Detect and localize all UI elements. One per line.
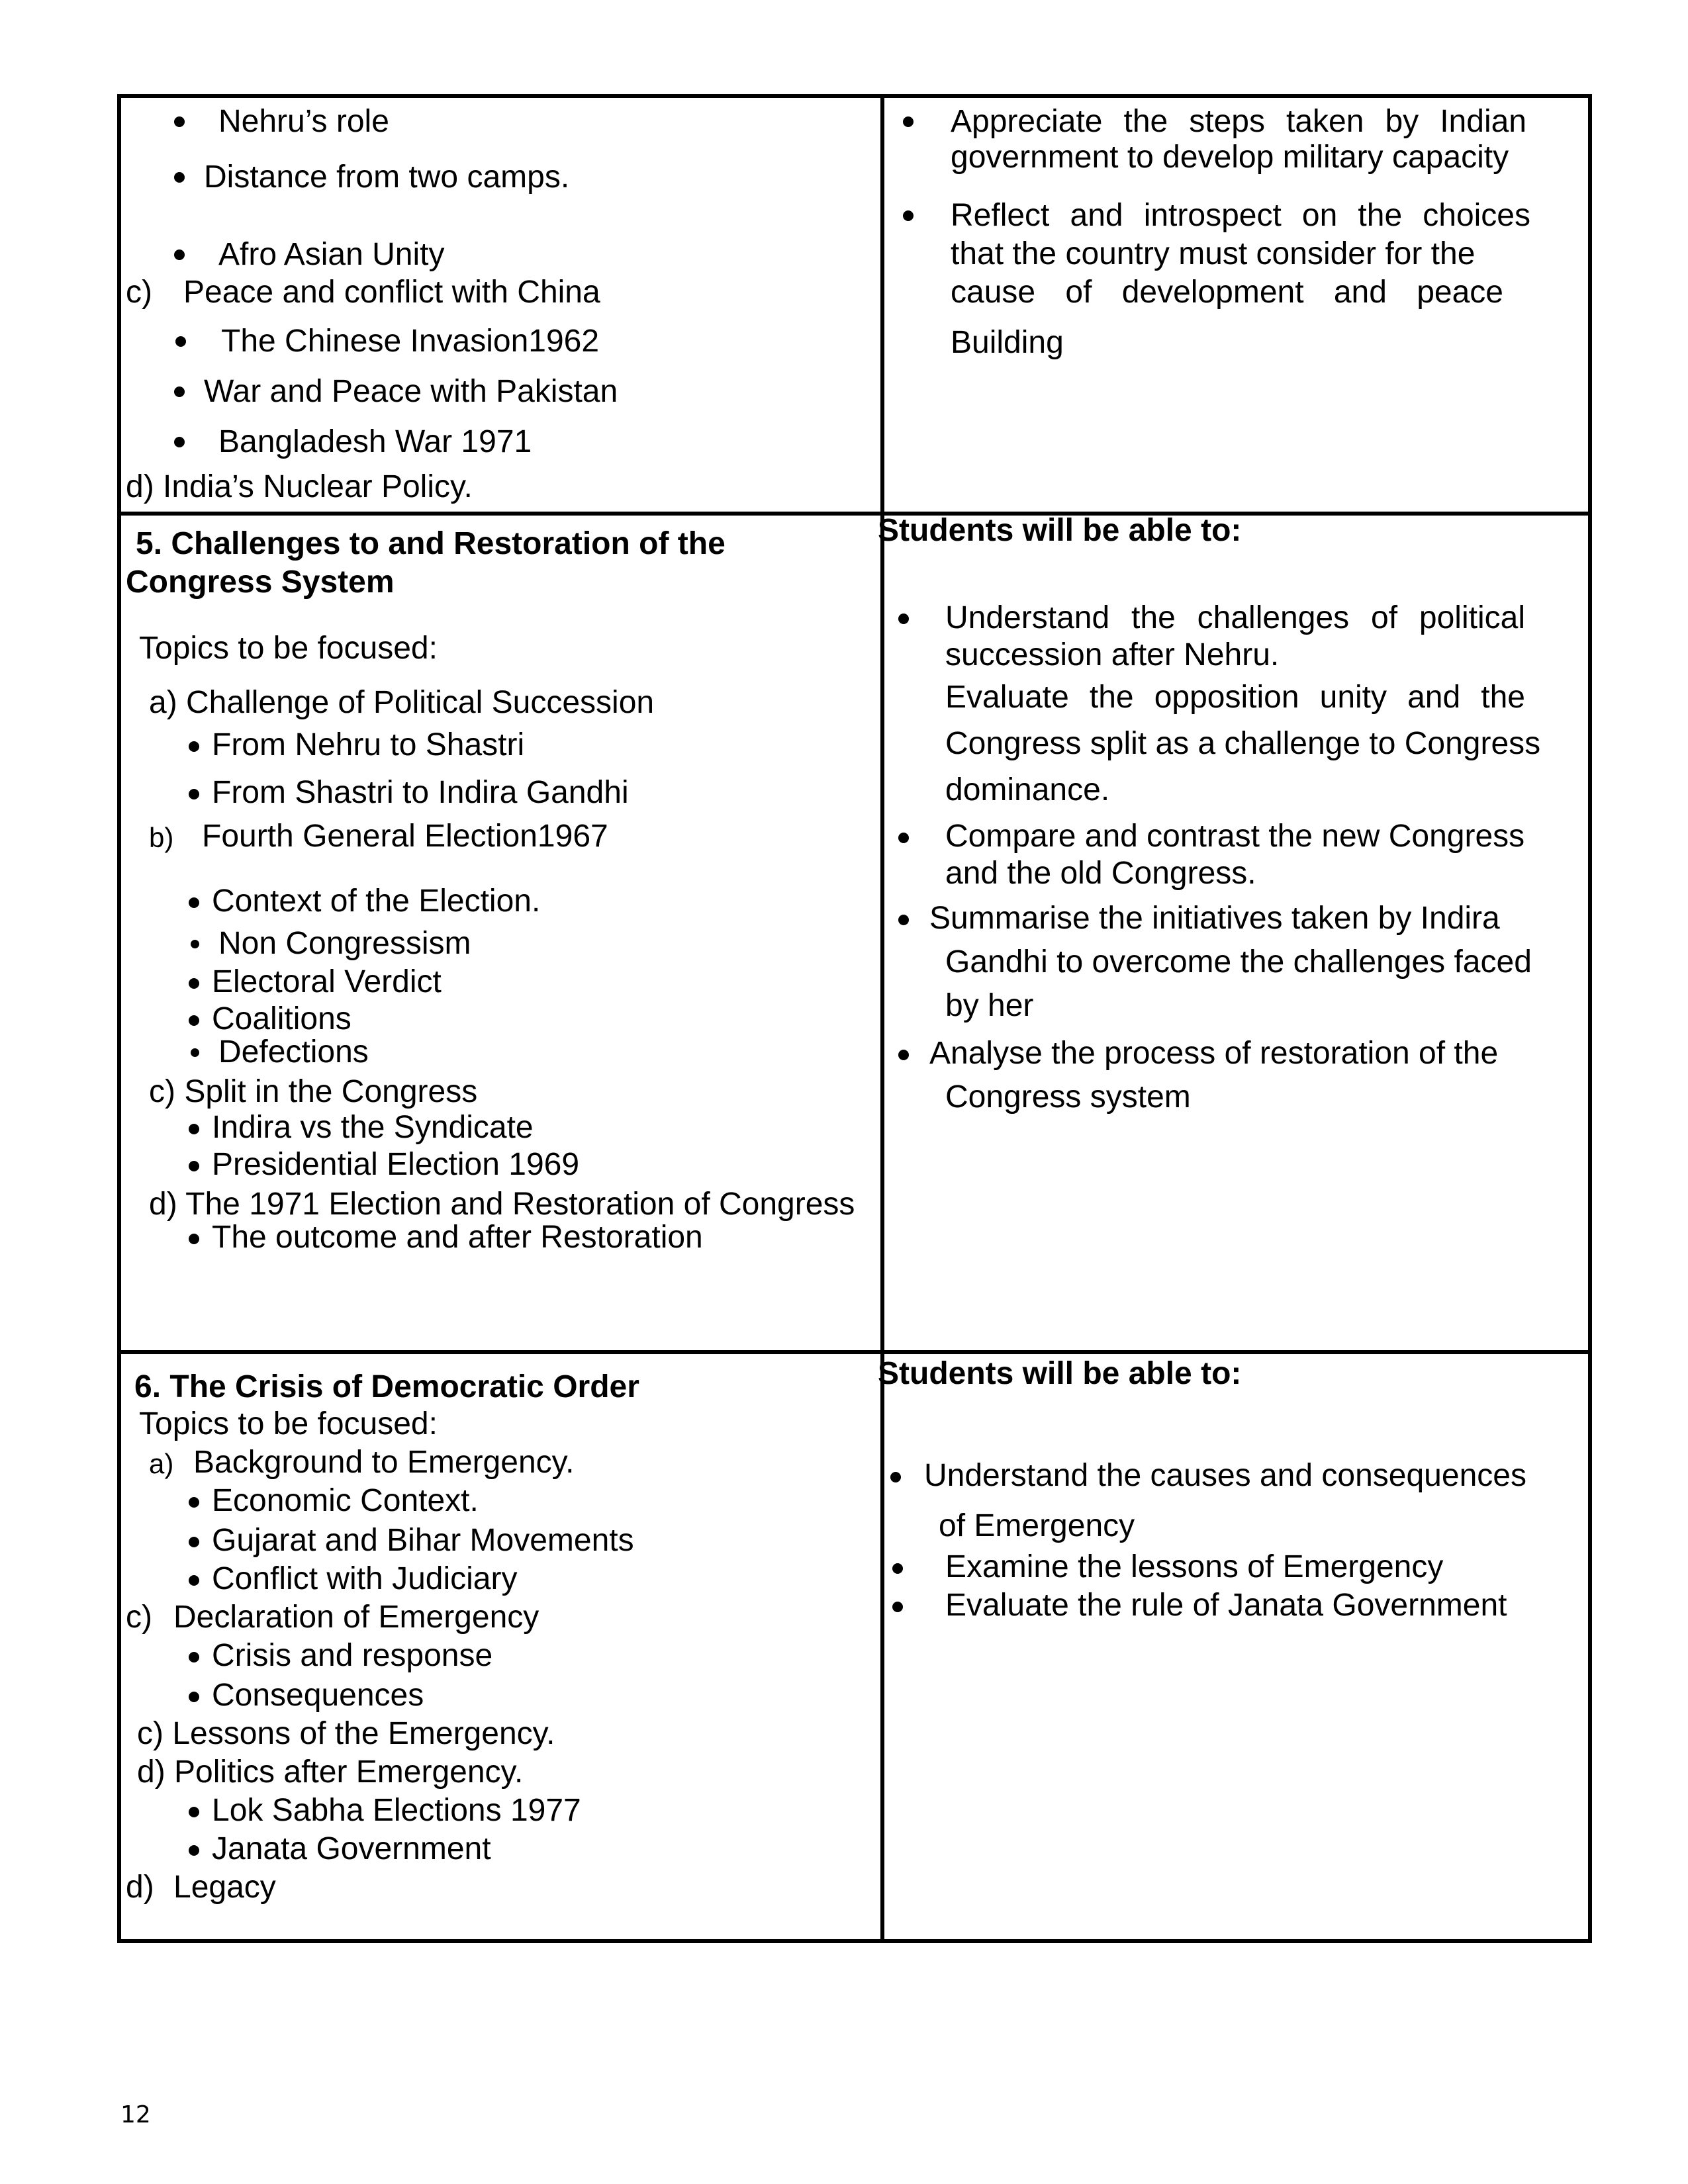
subsection-label: c) bbox=[126, 275, 152, 310]
topic-item: Nehru’s role bbox=[218, 104, 389, 139]
bullet-icon bbox=[189, 1234, 199, 1244]
outcome-line: Reflect and introspect on the choices bbox=[951, 198, 1530, 233]
subsection-title: a) Challenge of Political Succession bbox=[149, 685, 655, 720]
bullet-icon bbox=[189, 1161, 199, 1171]
subsection-label: a) bbox=[149, 1448, 174, 1479]
subsection-title: c) Split in the Congress bbox=[149, 1074, 478, 1109]
outcome-line: Congress split as a challenge to Congress bbox=[945, 726, 1541, 761]
outcome-line: Gandhi to overcome the challenges faced bbox=[945, 944, 1532, 979]
topic-item: Consequences bbox=[212, 1678, 424, 1713]
topic-item: Distance from two camps. bbox=[204, 159, 570, 195]
bullet-icon bbox=[903, 116, 914, 127]
outcomes-heading: Students will be able to: bbox=[878, 1356, 1242, 1391]
topic-item: From Nehru to Shastri bbox=[212, 727, 525, 762]
outcome-line: by her bbox=[945, 988, 1034, 1023]
bullet-icon bbox=[898, 833, 909, 843]
topic-item: Janata Government bbox=[212, 1831, 491, 1866]
unit-title: 5. Challenges to and Restoration of the bbox=[136, 526, 726, 561]
subsection-label: b) bbox=[149, 822, 174, 853]
subsection-title: Background to Emergency. bbox=[193, 1445, 575, 1480]
bullet-icon bbox=[175, 336, 186, 347]
outcome-line: Understand the causes and consequences bbox=[924, 1458, 1526, 1493]
bullet-icon bbox=[174, 116, 185, 127]
subsection-title: c) Lessons of the Emergency. bbox=[137, 1716, 555, 1751]
topic-item: Lok Sabha Elections 1977 bbox=[212, 1793, 581, 1828]
bullet-icon bbox=[189, 1015, 199, 1026]
page-number: 12 bbox=[120, 2101, 151, 2128]
topic-item: From Shastri to Indira Gandhi bbox=[212, 775, 629, 810]
outcome-line: Appreciate the steps taken by Indian bbox=[951, 104, 1526, 139]
row-divider-2 bbox=[117, 1350, 1592, 1354]
subsection-label: c) bbox=[126, 1600, 152, 1635]
bullet-icon bbox=[898, 614, 909, 624]
subsection-title: Fourth General Election1967 bbox=[202, 819, 608, 854]
topics-label: Topics to be focused: bbox=[139, 631, 438, 666]
outcome-line: Examine the lessons of Emergency bbox=[945, 1549, 1444, 1584]
topic-item: Conflict with Judiciary bbox=[212, 1561, 518, 1596]
subsection-title: d) India’s Nuclear Policy. bbox=[126, 469, 473, 504]
bullet-icon bbox=[174, 437, 185, 447]
topic-item: Electoral Verdict bbox=[212, 964, 442, 999]
outcome-line: Compare and contrast the new Congress bbox=[945, 819, 1525, 854]
topic-item: Indira vs the Syndicate bbox=[212, 1110, 534, 1145]
bullet-icon bbox=[189, 1845, 199, 1856]
bullet-icon bbox=[189, 1807, 199, 1817]
bullet-icon bbox=[189, 1652, 199, 1662]
outcomes-heading-text: Students will be able to: bbox=[878, 513, 1242, 548]
outcome-line: government to develop military capacity bbox=[951, 140, 1509, 175]
outcome-line: Analyse the process of restoration of the bbox=[929, 1036, 1499, 1071]
outcome-line: succession after Nehru. bbox=[945, 637, 1280, 672]
bullet-icon bbox=[189, 1124, 199, 1134]
outcomes-heading bbox=[878, 512, 1241, 549]
topic-item: Non Congressism bbox=[218, 926, 471, 961]
unit-title: Congress System bbox=[126, 565, 395, 600]
bullet-icon bbox=[189, 1692, 199, 1702]
topic-item: Defections bbox=[218, 1034, 369, 1069]
bullet-icon bbox=[189, 789, 199, 799]
unit-title: 6. The Crisis of Democratic Order bbox=[134, 1369, 639, 1404]
topic-item: Coalitions bbox=[212, 1001, 352, 1036]
topics-label: Topics to be focused: bbox=[139, 1406, 438, 1441]
subsection-title: Peace and conflict with China bbox=[183, 275, 600, 310]
subsection-title: Legacy bbox=[173, 1870, 276, 1905]
outcome-line: Congress system bbox=[945, 1079, 1191, 1115]
outcome-line: Understand the challenges of political bbox=[945, 600, 1525, 635]
bullet-icon bbox=[898, 915, 909, 925]
outcome-line: and the old Congress. bbox=[945, 856, 1256, 891]
bullet-icon bbox=[892, 1563, 903, 1574]
bullet-icon bbox=[898, 1050, 909, 1060]
bullet-icon bbox=[191, 940, 199, 948]
column-divider bbox=[880, 94, 884, 1943]
bullet-icon bbox=[189, 897, 199, 908]
bullet-icon bbox=[174, 387, 185, 397]
topic-item: Economic Context. bbox=[212, 1483, 479, 1518]
bullet-icon bbox=[189, 1497, 199, 1508]
topic-item: The outcome and after Restoration bbox=[212, 1220, 703, 1255]
bullet-icon bbox=[903, 210, 914, 221]
subsection-title: d) The 1971 Election and Restoration of Congress bbox=[149, 1187, 855, 1222]
subsection-title: Declaration of Emergency bbox=[173, 1600, 539, 1635]
topic-item: Crisis and response bbox=[212, 1638, 493, 1673]
topic-item: War and Peace with Pakistan bbox=[204, 374, 618, 409]
outcome-line: Evaluate the rule of Janata Government bbox=[945, 1588, 1507, 1623]
outcome-line: dominance. bbox=[945, 772, 1110, 807]
bullet-icon bbox=[189, 1575, 199, 1586]
topic-item: Afro Asian Unity bbox=[218, 237, 445, 272]
outcome-line: cause of development and peace bbox=[951, 275, 1503, 310]
outcome-line: that the country must consider for the bbox=[951, 236, 1476, 271]
topic-item: The Chinese Invasion1962 bbox=[221, 324, 600, 359]
bullet-icon bbox=[174, 172, 185, 183]
bullet-icon bbox=[174, 250, 185, 260]
bullet-icon bbox=[189, 741, 199, 752]
topic-item: Gujarat and Bihar Movements bbox=[212, 1523, 634, 1558]
topic-item: Context of the Election. bbox=[212, 884, 541, 919]
outcome-line: Evaluate the opposition unity and the bbox=[945, 680, 1525, 715]
outcome-line: Building bbox=[951, 325, 1064, 360]
outcome-line: of Emergency bbox=[939, 1508, 1135, 1543]
subsection-label: d) bbox=[126, 1870, 154, 1905]
outcome-line: Summarise the initiatives taken by Indira bbox=[929, 901, 1500, 936]
bullet-icon bbox=[890, 1472, 901, 1482]
bullet-icon bbox=[892, 1602, 903, 1612]
topic-item: Bangladesh War 1971 bbox=[218, 424, 532, 459]
row-divider-1 bbox=[117, 512, 1592, 516]
bullet-icon bbox=[189, 1537, 199, 1547]
topic-item: Presidential Election 1969 bbox=[212, 1147, 580, 1182]
bullet-icon bbox=[189, 978, 199, 989]
bullet-icon bbox=[191, 1048, 199, 1057]
subsection-title: d) Politics after Emergency. bbox=[137, 1754, 524, 1790]
